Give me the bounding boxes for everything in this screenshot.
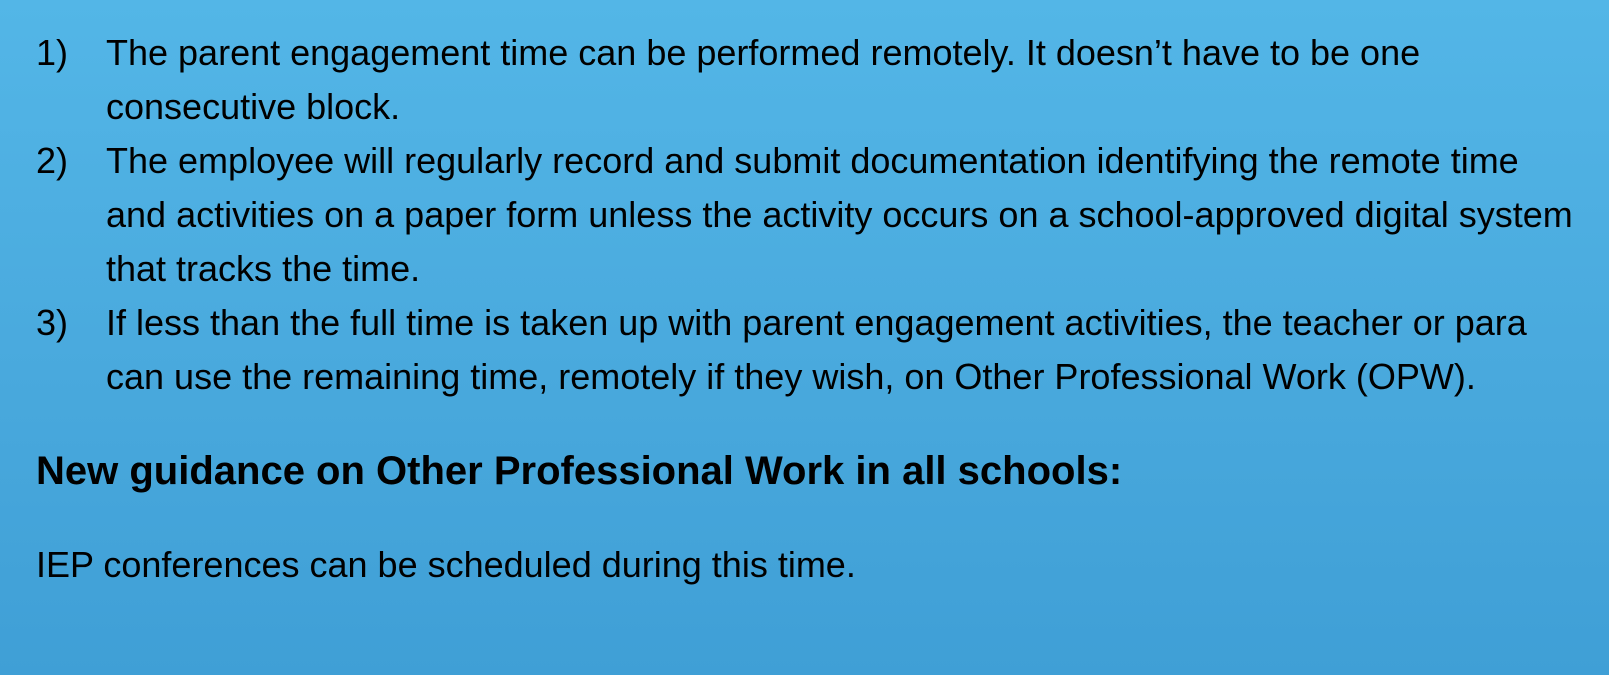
list-item-number: 2) [36,140,69,181]
list-item [36,296,1573,404]
list-item-text: The employee will regularly record and submit documentation identifying the remote time and activities on a paper form unless the activity occurs on a school-approved digital system that tracks the time. [106,140,1573,289]
list-item [36,26,1573,134]
list-item [36,134,1573,296]
list-item-text: The parent engagement time can be performed remotely. It doesn’t have to be one consecutive block. [106,32,1421,127]
section-heading: New guidance on Other Professional Work in all schools: [36,449,1123,493]
note-text: IEP conferences can be scheduled during this time. [36,544,856,585]
list-item-number: 3) [36,302,69,343]
list-item-number: 1) [36,32,69,73]
list-item-text: If less than the full time is taken up with parent engagement activities, the teacher or para can use the remaining time, remotely if they wish, on Other Professional Work (OPW). [106,302,1527,397]
numbered-list [36,26,1573,404]
